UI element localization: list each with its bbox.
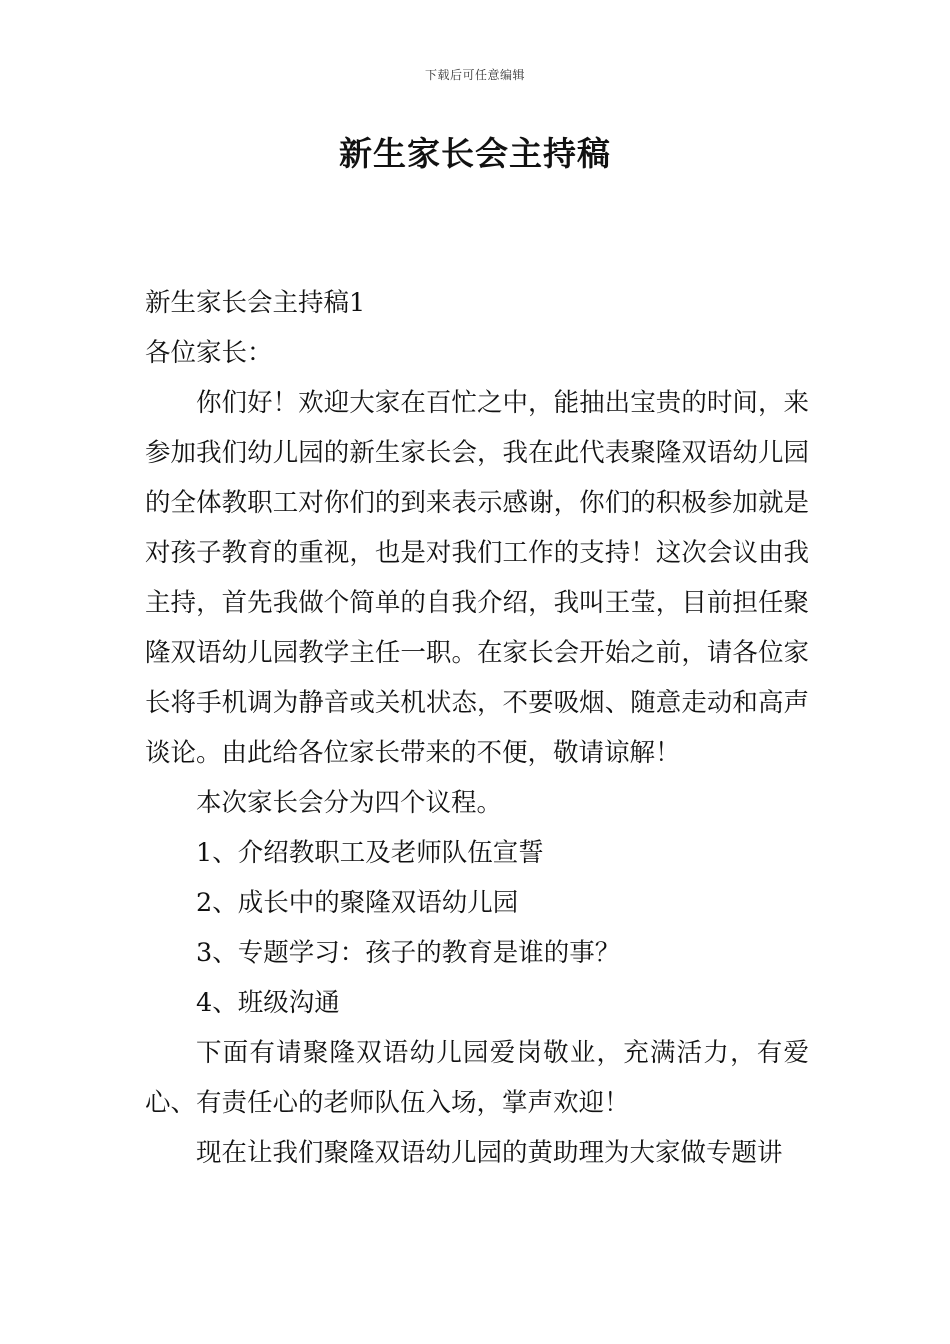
paragraph-intro: 你们好！欢迎大家在百忙之中，能抽出宝贵的时间，来参加我们幼儿园的新生家长会，我在此代表聚隆双语幼儿园的全体教职工对你们的到来表示感谢，你们的积极参加就是对孩子教育的重视，也是对我们工作的支持！这次会议由我主持，首先我做个简单的自我介绍，我叫王莹，目前担任聚隆双语幼儿园教学主任一职。在家长会开始之前，请各位家长将手机调为静音或关机状态，不要吸烟、随意走动和高声谈论。由此给各位家长带来的不便，敬请谅解！: [145, 388, 809, 768]
agenda-item: 4、班级沟通: [196, 988, 340, 1018]
paragraph-agenda-intro: 本次家长会分为四个议程。: [196, 788, 503, 818]
salutation: 各位家长：: [145, 338, 273, 368]
document-title: 新生家长会主持稿: [339, 134, 611, 173]
agenda-item: 1、介绍教职工及老师队伍宣誓: [196, 838, 544, 868]
agenda-item: 2、成长中的聚隆双语幼儿园: [196, 888, 519, 918]
paragraph-special-lecture: 现在让我们聚隆双语幼儿园的黄助理为大家做专题讲: [196, 1138, 783, 1168]
document-body: [145, 278, 809, 1178]
paragraph-teachers-entrance: 下面有请聚隆双语幼儿园爱岗敬业，充满活力，有爱心、有责任心的老师队伍入场，掌声欢迎！: [145, 1038, 809, 1118]
agenda-item: 3、专题学习：孩子的教育是谁的事？: [196, 938, 621, 968]
header-note: 下载后可任意编辑: [424, 68, 525, 82]
section-heading: 新生家长会主持稿1: [145, 288, 366, 318]
